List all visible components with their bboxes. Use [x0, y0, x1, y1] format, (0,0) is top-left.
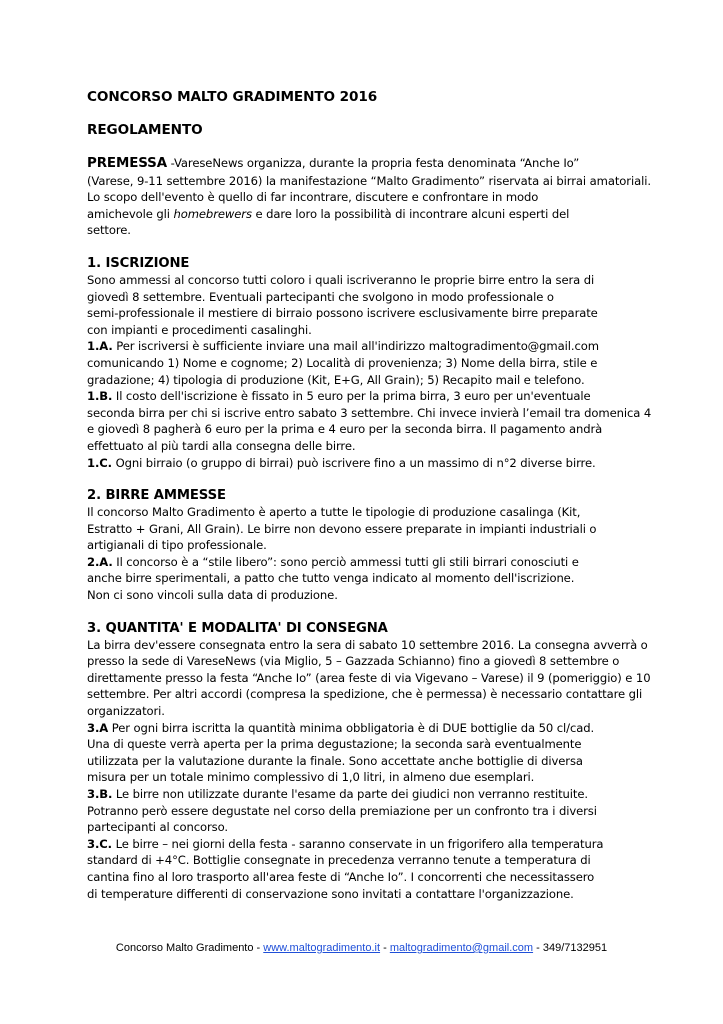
section-1-title: 1. ISCRIZIONE: [87, 255, 190, 271]
text-line: standard di +4°C. Bottiglie consegnate in precedenza verranno tenute a temperatura di: [87, 853, 591, 868]
clause-label: 3.A: [87, 720, 109, 735]
clause-2a: [87, 554, 687, 604]
section-3-intro: [87, 637, 687, 720]
text-line: utilizzata per la valutazione durante la finale. Sono accettate anche bottiglie di diversa: [87, 753, 583, 768]
section-1-intro: [87, 272, 687, 338]
text-line: misura per un totale minimo complessivo di 1,0 litri, in almeno due esemplari.: [87, 770, 535, 785]
text-line: di temperature differenti di conservazione sono invitati a contattare l'organizzazione.: [87, 886, 574, 901]
text-line: 1.A. Per iscriversi è sufficiente inviare una mail all'indirizzo maltogradimento@gmail.com: [87, 339, 599, 354]
clause-label: 2.A.: [87, 554, 113, 569]
text-line: giovedì 8 settembre. Eventuali partecipanti che svolgono in modo professionale o: [87, 289, 554, 304]
clause-label: 1.C.: [87, 455, 112, 470]
clause-label: 1.A.: [87, 339, 113, 354]
section-2-intro: [87, 504, 687, 554]
premessa-line-5: settore.: [87, 223, 131, 238]
clause-1b: [87, 388, 687, 454]
text-line: gradazione; 4) tipologia di produzione (Kit, E+G, All Grain); 5) Recapito mail e telefono.: [87, 372, 585, 387]
page-footer: [0, 941, 723, 955]
text-line: effettuato al più tardi alla consegna delle birre.: [87, 438, 356, 453]
text-line: partecipanti al concorso.: [87, 820, 228, 835]
footer-separator: -: [380, 942, 390, 954]
footer-phone: - 349/7132951: [533, 942, 608, 954]
text-line: Sono ammessi al concorso tutti coloro i quali iscriveranno le proprie birre entro la sera di: [87, 272, 595, 287]
text-line: cantina fino al loro trasporto all'area feste di “Anche Io”. I concorrenti che necessitassero: [87, 869, 595, 884]
clause-3b: [87, 786, 687, 836]
text-line: con impianti e procedimenti casalinghi.: [87, 322, 312, 337]
text-line: Il concorso Malto Gradimento è aperto a tutte le tipologie di produzione casalinga (Kit,: [87, 505, 581, 520]
text-line: presso la sede di VareseNews (via Miglio, 5 – Gazzada Schianno) fino a giovedì 8 settembre o: [87, 654, 620, 669]
clause-1c: [87, 455, 687, 472]
premessa-line-1: PREMESSA -VareseNews organizza, durante la propria festa denominata “Anche Io”: [87, 156, 580, 171]
premessa-line-3: Lo scopo dell'evento è quello di far incontrare, discutere e confrontare in modo: [87, 190, 539, 205]
clause-label: 1.B.: [87, 389, 113, 404]
text-line: Una di queste verrà aperta per la prima degustazione; la seconda sarà eventualmente: [87, 737, 582, 752]
text-line: 3.A Per ogni birra iscritta la quantità minima obbligatoria è di DUE bottiglie da 50 cl/cad.: [87, 720, 595, 735]
text-line: artigianali di tipo professionale.: [87, 538, 267, 553]
text-line: 3.C. Le birre – nei giorni della festa - saranno conservate in un frigorifero alla temperatura: [87, 836, 604, 851]
premessa-line-2: (Varese, 9-11 settembre 2016) la manifestazione “Malto Gradimento” riservata ai birrai amatoriali.: [87, 173, 651, 188]
homebrewers-emphasis: homebrewers: [173, 206, 252, 221]
clause-3c: [87, 836, 687, 902]
clause-1a: [87, 338, 687, 388]
clause-label: 3.C.: [87, 836, 112, 851]
text-line: 1.C. Ogni birraio (o gruppo di birrai) può iscrivere fino a un massimo di n°2 diverse birre.: [87, 455, 596, 470]
text-line: comunicando 1) Nome e cognome; 2) Località di provenienza; 3) Nome della birra, stile e: [87, 355, 598, 370]
text-line: e giovedì 8 pagherà 6 euro per la prima e 4 euro per la seconda birra. Il pagamento andrà: [87, 422, 603, 437]
text-line: 2.A. Il concorso è a “stile libero”: sono perciò ammessi tutti gli stili birrari conosciuti e: [87, 554, 579, 569]
footer-prefix: Concorso Malto Gradimento -: [115, 942, 264, 954]
text-line: La birra dev'essere consegnata entro la sera di sabato 10 settembre 2016. La consegna avverrà o: [87, 637, 648, 652]
footer-website-link[interactable]: www.maltogradimento.it: [263, 942, 381, 954]
text-line: 1.B. Il costo dell'iscrizione è fissato in 5 euro per la prima birra, 3 euro per un'eventuale: [87, 389, 591, 404]
text-line: Non ci sono vincoli sulla data di produzione.: [87, 588, 338, 603]
text-line: 3.B. Le birre non utilizzate durante l'esame da parte dei giudici non verranno restituite.: [87, 787, 588, 801]
text-line: semi-professionale il mestiere di birraio possono iscrivere esclusivamente birre preparate: [87, 306, 598, 321]
premessa-line-4: amichevole gli homebrewers e dare loro la possibilità di incontrare alcuni esperti del: [87, 206, 570, 221]
text-line: seconda birra per chi si iscrive entro sabato 3 settembre. Chi invece invierà l’email tra domenica 4: [87, 405, 652, 420]
premessa-paragraph: [87, 155, 687, 239]
text-line: Estratto + Grani, All Grain). Le birre non devono essere preparate in impianti industriali o: [87, 521, 597, 536]
section-3-title: 3. QUANTITA' E MODALITA' DI CONSEGNA: [87, 620, 388, 636]
clause-3a: [87, 720, 687, 786]
document-subtitle: REGOLAMENTO: [87, 122, 203, 138]
clause-label: 3.B.: [87, 787, 113, 801]
text-line: settembre. Per altri accordi (compresa la spedizione, che è permessa) è necessario contattare gli: [87, 687, 643, 702]
text-line: direttamente presso la festa “Anche Io” (area feste di via Vigevano – Varese) il 9 (pomeriggio) e 10: [87, 670, 651, 685]
section-2-title: 2. BIRRE AMMESSE: [87, 488, 226, 504]
text-line: organizzatori.: [87, 704, 165, 719]
premessa-lead: PREMESSA: [87, 156, 167, 171]
document-title: CONCORSO MALTO GRADIMENTO 2016: [87, 89, 378, 105]
text-line: anche birre sperimentali, a patto che tutto venga indicato al momento dell'iscrizione.: [87, 571, 575, 586]
footer-email-link[interactable]: maltogradimento@gmail.com: [389, 942, 534, 954]
document-body: [87, 88, 687, 902]
text-line: Potranno però essere degustate nel corso della premiazione per un confronto tra i diversi: [87, 803, 597, 818]
